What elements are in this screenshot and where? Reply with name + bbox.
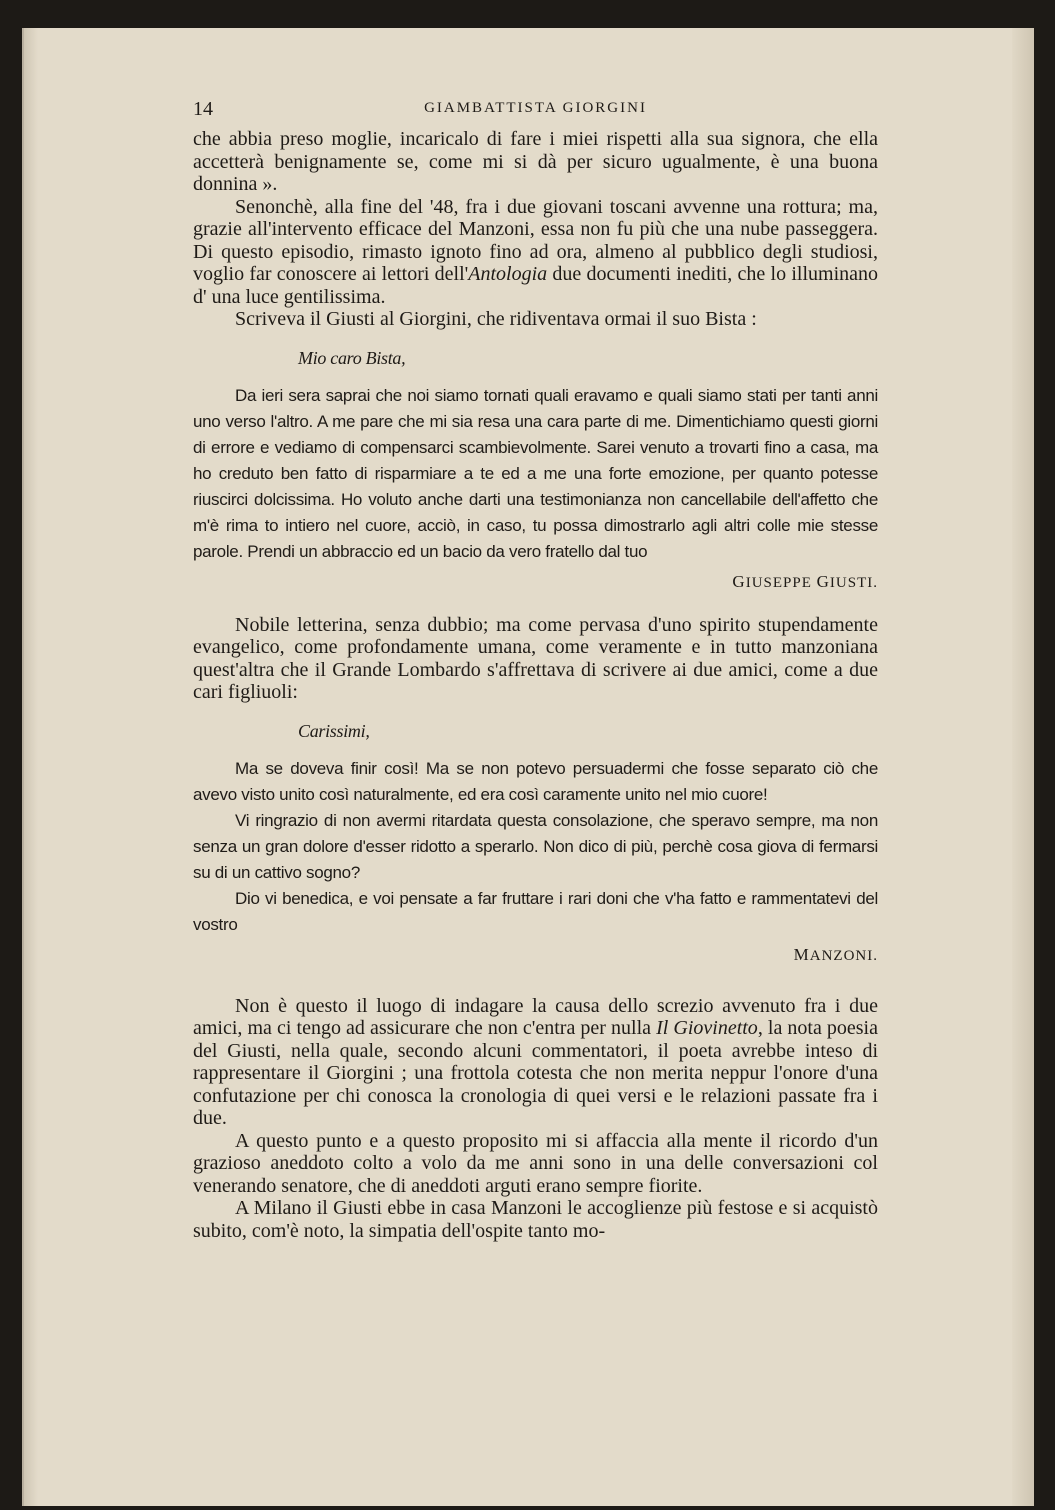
signature-initial: G xyxy=(732,571,746,591)
page-gutter-shadow xyxy=(24,28,38,1506)
letter-text: Vi ringrazio di non avermi ritardata questa consolazione, che speravo sempre, ma non senza un gran dolore d'esser ridotto a sperarlo. Non dico di più, perchè cosa giova di fermarsi su di un cattivo sogno? xyxy=(193,810,878,882)
signature-initial: M xyxy=(793,944,810,964)
paragraph-text: Non è questo il luogo di indagare la causa dello screzio avvenuto fra i due amici, ma ci tengo ad assicurare che non c'entra per nulla xyxy=(193,994,878,1039)
paragraph xyxy=(193,995,878,1130)
paragraph: A questo punto e a questo proposito mi si affaccia alla mente il ricordo d'un grazioso aneddoto colto a volo da me anni sono in una delle conversazioni col venerando senatore, che di aneddoti arguti erano sempre fiorite. xyxy=(193,1129,878,1197)
paragraph-text: , la nota poesia del Giusti, nella quale, secondo alcuni commentatori, il poeta avrebbe inteso di rappresentare il Giorgini ; una frottola cotesta che non merita neppur l'onore d'una confutazione per chi conosca la cronologia di quei versi e le relazioni passate fra i due. xyxy=(193,1017,878,1129)
manzoni-letter xyxy=(193,718,878,969)
giusti-letter xyxy=(193,345,878,596)
letter-text: Ma se doveva finir così! Ma se non potevo persuadermi che fosse separato ciò che avevo visto unito così naturalmente, ed era così caramente unito nel mio cuore! xyxy=(193,758,878,804)
paragraph: A Milano il Giusti ebbe in casa Manzoni le accoglienze più festose e si acquistò subito, com'è noto, la simpatia dell'ospite tanto mo- xyxy=(193,1197,878,1242)
letter-text: Dio vi benedica, e voi pensate a far fruttare i rari doni che v'ha fatto e rammentatevi del vostro xyxy=(193,888,878,934)
paragraph: Nobile letterina, senza dubbio; ma come pervasa d'uno spirito stupendamente evangelico, come profondamente umana, come veramente e in tutto manzoniana quest'altra che il Grande Lombardo s'affrettava di scrivere ai due amici, come a due cari figliuoli: xyxy=(193,613,878,703)
paragraph xyxy=(193,196,878,309)
letter-signature xyxy=(193,942,878,969)
italic-title: Antologia xyxy=(468,263,548,285)
text-block xyxy=(193,98,878,1242)
running-title: GIAMBATTISTA GIORGINI xyxy=(424,100,647,116)
signature-text: ANZONI. xyxy=(809,947,878,964)
opening-paragraphs xyxy=(193,128,878,331)
running-head xyxy=(193,98,878,124)
paragraph-text: Senonchè, alla fine del '48, fra i due giovani toscani avvenne una rottura; ma, grazie all'intervento efficace del Manzoni, essa non fu più che una nube passeggera. Di questo episodio, rimasto ignoto fino ad ora, almeno al pubblico degli studiosi, voglio far conoscere ai lettori dell' xyxy=(193,195,878,285)
letter-salutation: Carissimi, xyxy=(298,720,370,741)
paragraph-text: due documenti inediti, che lo illuminano d' una luce gentilissima. xyxy=(193,263,879,308)
closing-paragraphs xyxy=(193,995,878,1243)
letter-text: Da ieri sera saprai che noi siamo tornati quali eravamo e quali siamo stati per tanti anni uno verso l'altro. A me pare che mi sia resa una cara parte di me. Dimentichiamo questi giorni di errore e vediamo di compensarci scambievolmente. Sarei venuto a trovarti fino a casa, ma ho creduto ben fatto di risparmiare a te ed a me una forte emozione, per quanto potesse riuscirci dolcissima. Ho voluto anche darti una testimonianza non cancellabile dell'affetto che m'è rima to intiero nel cuore, acciò, in caso, tu possa dimostrarlo agli altri colle mie stesse parole. Prendi un abbraccio ed un bacio da vero fratello dal tuo xyxy=(193,385,878,561)
signature-text: IUSEPPE xyxy=(745,574,812,591)
paragraph: Scriveva il Giusti al Giorgini, che ridiventava ormai il suo Bista : xyxy=(235,308,757,330)
signature-initial: G xyxy=(816,571,830,591)
middle-paragraph xyxy=(193,614,878,704)
paragraph: che abbia preso moglie, incaricalo di fare i miei rispetti alla sua signora, che ella accetterà benignamente se, come mi si dà per sicuro ugualmente, è una buona donnina ». xyxy=(193,128,878,195)
page-number: 14 xyxy=(193,98,213,120)
letter-signature xyxy=(193,569,878,596)
page-edge xyxy=(1012,28,1034,1506)
signature-text: IUSTI. xyxy=(829,574,878,591)
italic-title: Il Giovinetto xyxy=(656,1017,758,1039)
letter-salutation: Mio caro Bista, xyxy=(298,347,406,368)
